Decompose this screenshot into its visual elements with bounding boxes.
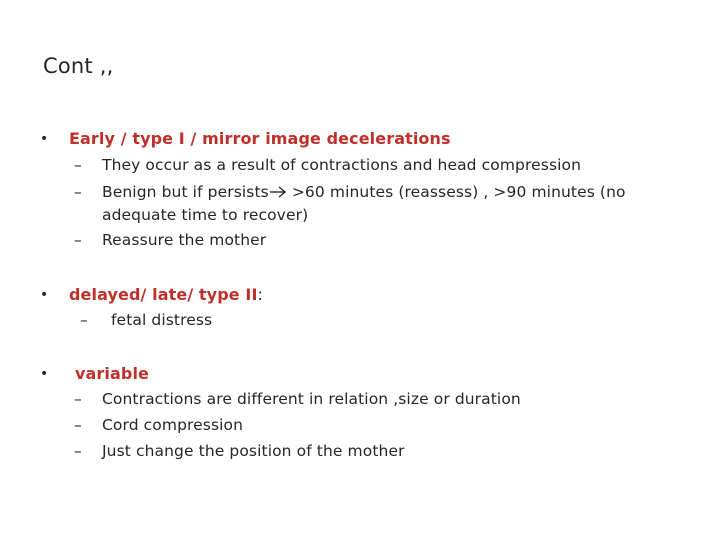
sub-item-benign xyxy=(102,183,626,201)
bullet-label-colon: : xyxy=(257,285,263,304)
en-dash-icon: – xyxy=(74,442,82,460)
bullet-dot-icon: • xyxy=(40,366,49,382)
sub-item-fetal-distress: fetal distress xyxy=(111,311,213,329)
sub-item-contractions-different: Contractions are different in relation ,size or duration xyxy=(102,390,521,408)
right-arrow-icon xyxy=(269,185,287,199)
sub-item-change-position: Just change the position of the mother xyxy=(102,442,405,460)
sub-item-reassure: Reassure the mother xyxy=(102,231,267,249)
bullet-label-delayed xyxy=(69,285,263,304)
bullet-dot-icon: • xyxy=(40,131,49,147)
en-dash-icon: – xyxy=(74,390,82,408)
sub-item-contractions-head: They occur as a result of contractions and head compression xyxy=(102,156,582,174)
sub-item-benign-continued: adequate time to recover) xyxy=(102,206,309,224)
sub-item-cord-compression: Cord compression xyxy=(102,416,244,434)
bullet-label-early: Early / type I / mirror image decelerations xyxy=(69,129,451,148)
en-dash-icon: – xyxy=(74,416,82,434)
slide-title: Cont ,, xyxy=(43,54,114,78)
en-dash-icon: – xyxy=(74,183,82,201)
bullet-dot-icon: • xyxy=(40,287,49,303)
en-dash-icon: – xyxy=(80,311,88,329)
en-dash-icon: – xyxy=(74,231,82,249)
sub-item-benign-pre: Benign but if persists xyxy=(102,183,269,201)
en-dash-icon: – xyxy=(74,156,82,174)
sub-item-benign-post: >60 minutes (reassess) , >90 minutes (no xyxy=(286,183,626,201)
bullet-label-delayed-text: delayed/ late/ type II xyxy=(69,285,258,304)
bullet-label-variable: variable xyxy=(75,364,149,383)
